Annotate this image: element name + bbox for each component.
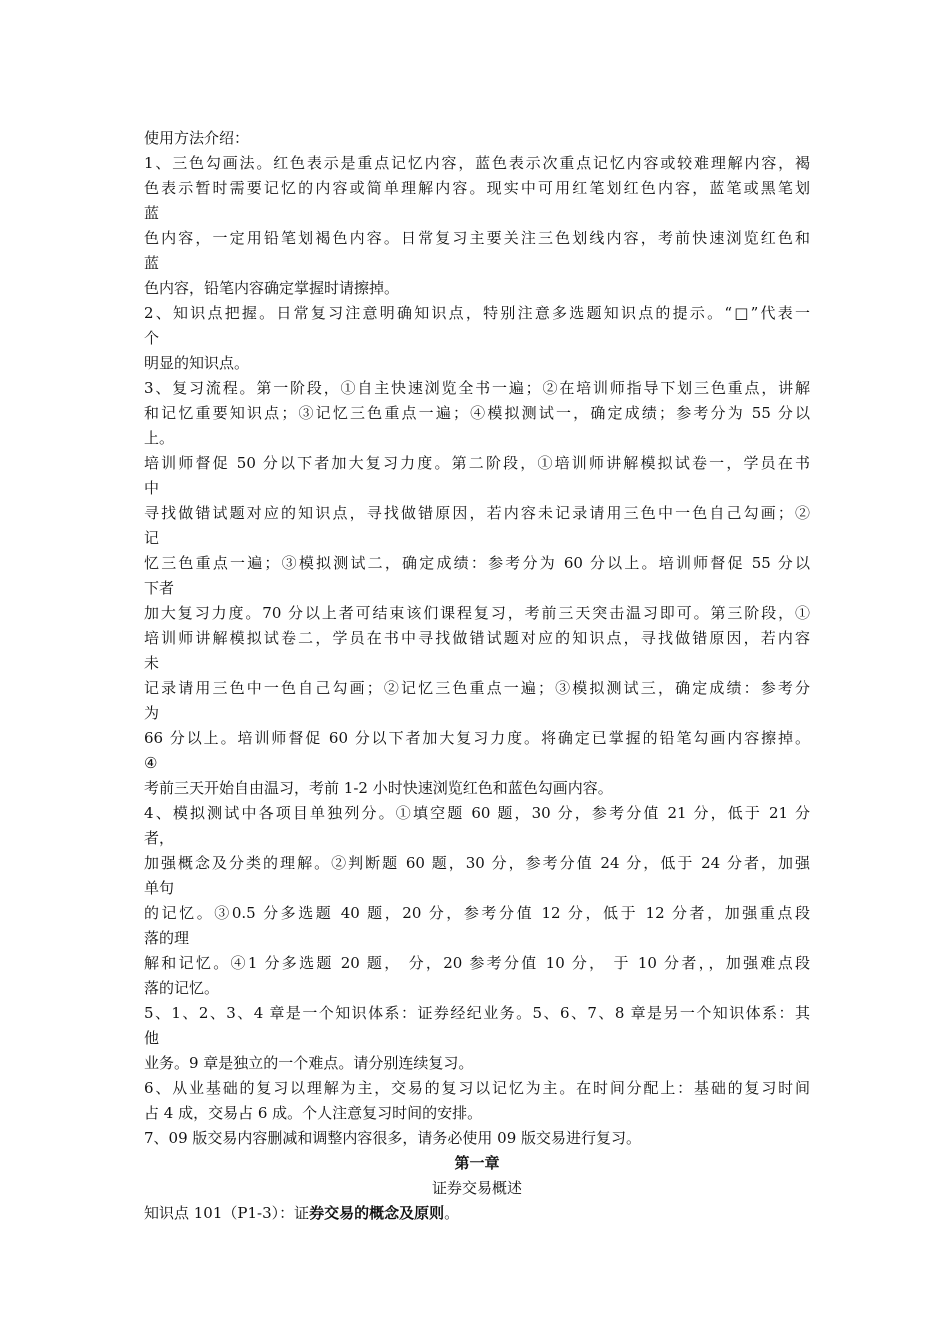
text-line: 解和记忆。④1 分多选题 20 题， 分，20 参考分值 10 分， 于 10 分者，，加强难点段 (144, 954, 810, 972)
text-line: 个 (144, 329, 160, 347)
text-line: 记 (144, 529, 160, 547)
knowledge-point-label: 知识点 101（P1-3）：证 (144, 1204, 310, 1222)
text-line: 明显的知识点。 (144, 354, 250, 372)
text-line: 落的记忆。 (144, 979, 220, 997)
text-line: 的记忆。③0.5 分多选题 40 题，20 分，参考分值 12 分，低于 12 分者，加强重点段 (144, 904, 810, 922)
knowledge-point (144, 1201, 810, 1226)
text-line: 5、1、2、3、4 章是一个知识体系：证券经纪业务。5、6、7、8 章是另一个知识体系：其 (144, 1004, 810, 1022)
text-line: 上。 (144, 429, 175, 447)
text-line: 单句 (144, 879, 175, 897)
chapter-title: 第一章 (454, 1154, 500, 1172)
knowledge-point-end: 。 (444, 1204, 460, 1222)
text-line: 和记忆重要知识点；③记忆三色重点一遍；④模拟测试一，确定成绩；参考分为 55 分以 (144, 404, 810, 422)
chapter-subtitle: 证券交易概述 (431, 1179, 522, 1197)
text-line: 4、模拟测试中各项目单独列分。①填空题 60 题，30 分，参考分值 21 分，低于 21 分 (144, 804, 810, 822)
document-body (144, 126, 810, 1226)
text-line: 寻找做错试题对应的知识点，寻找做错原因，若内容未记录请用三色中一色自己勾画；② (144, 504, 810, 522)
text-line: 3、复习流程。第一阶段，①自主快速浏览全书一遍；②在培训师指导下划三色重点，讲解 (144, 379, 810, 397)
text-line: 考前三天开始自由温习，考前 1-2 小时快速浏览红色和蓝色勾画内容。 (144, 779, 613, 797)
text-line: 1、三色勾画法。红色表示是重点记忆内容，蓝色表示次重点记忆内容或较难理解内容，褐 (144, 154, 810, 172)
text-line: 者， (144, 829, 175, 847)
text-line: 培训师讲解模拟试卷二，学员在书中寻找做错试题对应的知识点，寻找做错原因，若内容 (144, 629, 810, 647)
text-line: 占 4 成，交易占 6 成。个人注意复习时间的安排。 (144, 1104, 483, 1122)
text-line: 培训师督促 50 分以下者加大复习力度。第二阶段，①培训师讲解模拟试卷一，学员在书 (144, 454, 810, 472)
text-line: 记录请用三色中一色自己勾画；②记忆三色重点一遍；③模拟测试三，确定成绩：参考分 (144, 679, 810, 697)
text-line: 色表示暂时需要记忆的内容或简单理解内容。现实中可用红笔划红色内容，蓝笔或黑笔划 (144, 179, 810, 197)
text-line: 落的理 (144, 929, 190, 947)
text-line: 下者 (144, 579, 175, 597)
text-line: 色内容，一定用铅笔划褐色内容。日常复习主要关注三色划线内容，考前快速浏览红色和 (144, 229, 810, 247)
text-line: 中 (144, 479, 160, 497)
text-line: 加强概念及分类的理解。②判断题 60 题，30 分，参考分值 24 分，低于 24 分者，加强 (144, 854, 810, 872)
text-line: 业务。9 章是独立的一个难点。请分别连续复习。 (144, 1054, 474, 1072)
text-line: 蓝 (144, 254, 160, 272)
text-line: 为 (144, 704, 160, 722)
text-line: 色内容，铅笔内容确定掌握时请擦掉。 (144, 279, 400, 297)
text-line: 他 (144, 1029, 160, 1047)
text-line: 蓝 (144, 204, 160, 222)
text-line: 6、从业基础的复习以理解为主，交易的复习以记忆为主。在时间分配上：基础的复习时间 (144, 1079, 810, 1097)
intro-heading: 使用方法介绍： (144, 129, 250, 147)
text-line: 加大复习力度。70 分以上者可结束该们课程复习，考前三天突击温习即可。第三阶段，① (144, 604, 810, 622)
text-line: 未 (144, 654, 160, 672)
text-line: 忆三色重点一遍；③模拟测试二，确定成绩：参考分为 60 分以上。培训师督促 55 分以 (144, 554, 810, 572)
knowledge-point-topic: 券交易的概念及原则 (309, 1204, 445, 1222)
text-line: 2、知识点把握。日常复习注意明确知识点，特别注意多选题知识点的提示。“□”代表一 (144, 304, 810, 322)
text-line: 66 分以上。培训师督促 60 分以下者加大复习力度。将确定已掌握的铅笔勾画内容擦掉。 (144, 729, 810, 747)
text-line: 7、09 版交易内容删减和调整内容很多，请务必使用 09 版交易进行复习。 (144, 1129, 642, 1147)
text-line: ④ (144, 754, 158, 772)
